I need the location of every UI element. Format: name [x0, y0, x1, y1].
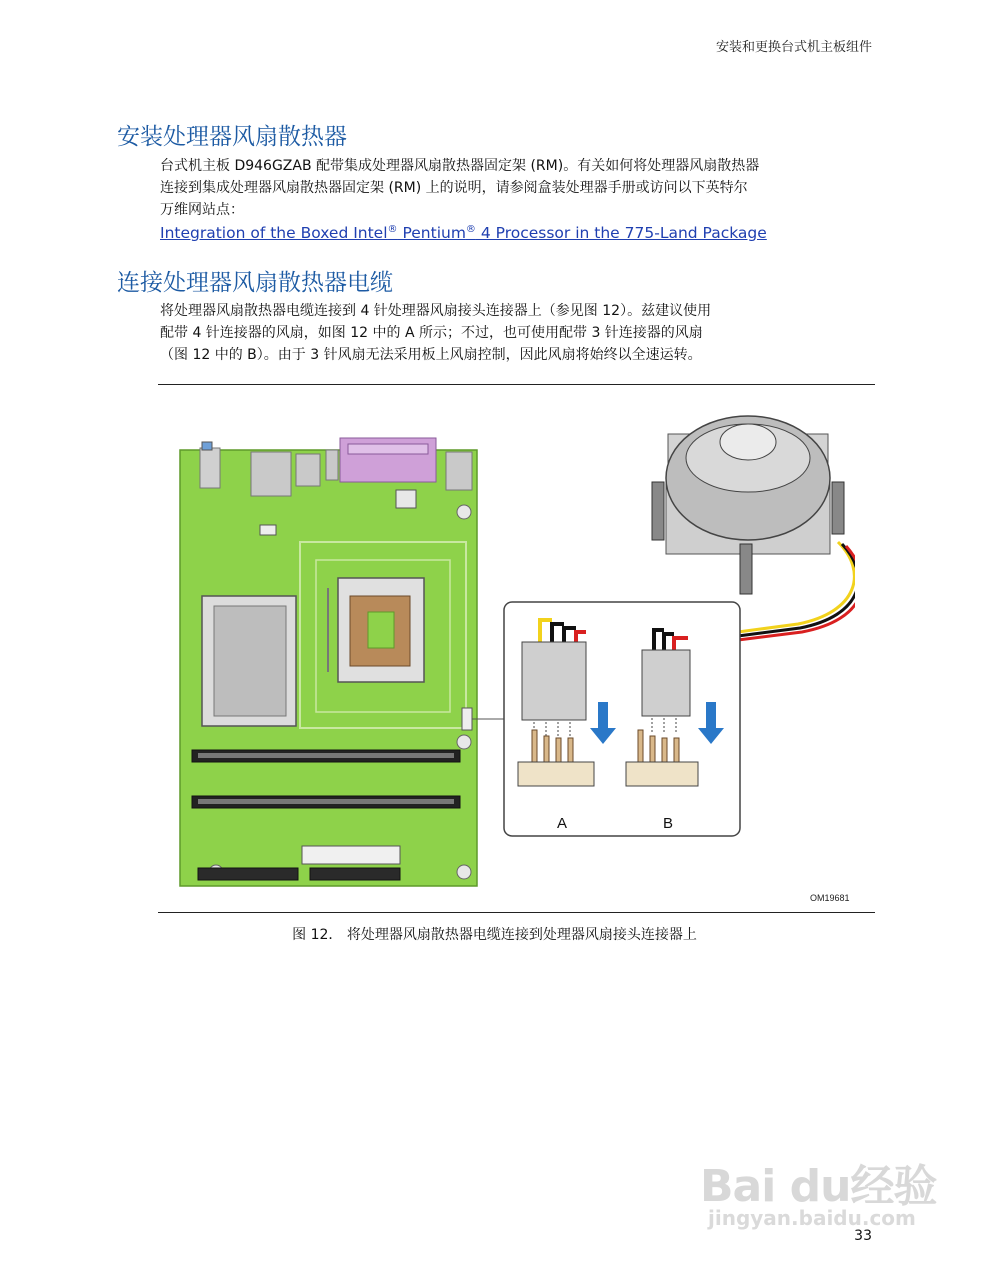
paragraph-line: 台式机主板 D946GZAB 配带集成处理器风扇散热器固定架 (RM)。有关如何将处理器风扇散热器	[160, 158, 760, 174]
paragraph-line: 将处理器风扇散热器电缆连接到 4 针处理器风扇接头连接器上（参见图 12）。兹建议使用	[160, 303, 712, 319]
motherboard-illustration	[180, 438, 477, 886]
paragraph-line: 配带 4 针连接器的风扇，如图 12 中的 A 所示；不过，也可使用配带 3 针连接器的风扇	[160, 325, 703, 341]
watermark-suffix: 经验	[850, 1161, 937, 1212]
intel-integration-link[interactable]	[160, 224, 767, 242]
link-text: Integration of the Boxed Intel	[160, 224, 388, 243]
watermark-brand-text: Bai du	[700, 1161, 851, 1212]
registered-mark: ®	[465, 224, 476, 235]
link-text: 4 Processor in the 775-Land Package	[475, 224, 767, 243]
label-b: B	[662, 815, 674, 832]
paragraph-line: 连接到集成处理器风扇散热器固定架 (RM) 上的说明，请参阅盒装处理器手册或访问以下英特尔	[160, 180, 748, 196]
connector-detail-box	[504, 602, 740, 836]
watermark-site: jingyan.baidu.com	[708, 1206, 916, 1230]
baidu-watermark	[700, 1150, 940, 1240]
paragraph-line: （图 12 中的 B）。由于 3 针风扇无法采用板上风扇控制，因此风扇将始终以全速运转。	[160, 347, 702, 363]
registered-mark: ®	[387, 224, 398, 235]
link-text: Pentium	[397, 224, 466, 243]
connect-cable-paragraph	[160, 300, 870, 366]
watermark-brand	[700, 1150, 936, 1214]
label-a: A	[556, 815, 568, 832]
fan-connection-figure	[178, 392, 855, 910]
figure-caption: 图 12． 将处理器风扇散热器电缆连接到处理器风扇接头连接器上	[292, 927, 697, 943]
section-title-connect-fan-cable: 连接处理器风扇散热器电缆	[117, 270, 393, 296]
section-title-install-fan-heatsink: 安装处理器风扇散热器	[117, 124, 347, 150]
paragraph-line: 万维网站点：	[160, 202, 244, 218]
page-number: 33	[854, 1228, 872, 1244]
figure-id: OM19681	[810, 893, 850, 903]
install-fan-paragraph	[160, 155, 870, 221]
figure-bottom-rule	[158, 912, 875, 913]
figure-top-rule	[158, 384, 875, 385]
running-header: 安装和更换台式机主板组件	[715, 40, 872, 55]
